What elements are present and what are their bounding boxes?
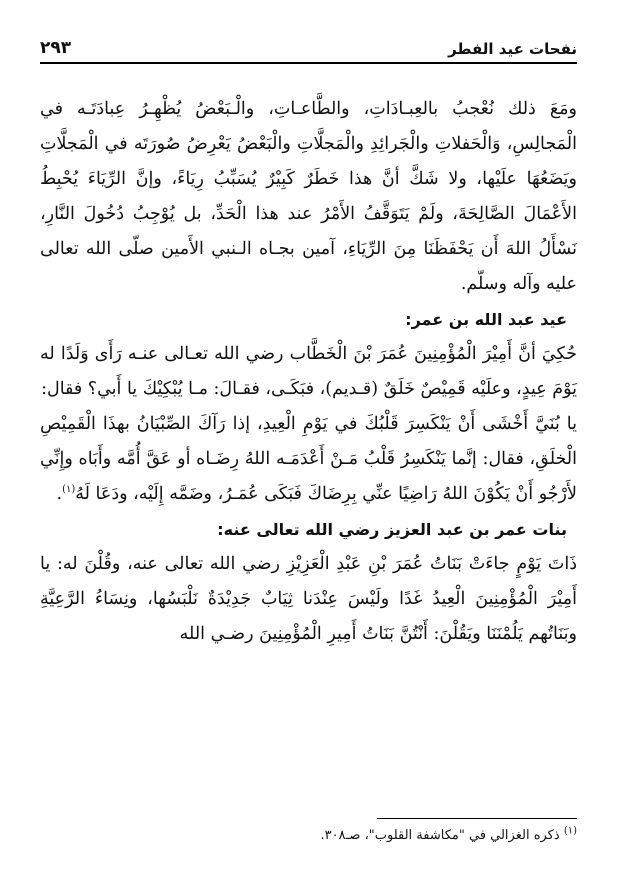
footnote-text: ذكره الغزالي في "مكاشفة القلوب"، صـ٣٠٨. xyxy=(320,828,560,843)
paragraph-3-end: . xyxy=(56,484,63,504)
page-header xyxy=(40,34,577,64)
section-heading-abdullah: عيد عبد الله بن عمر: xyxy=(405,310,567,329)
paragraph-2: حُكِيَ أنَّ أَمِيْرَ الْمُؤْمِنِينَ عُمَرَ بْنَ الْخَطَّاب رضي الله تعـالى عنـه رَأَى وَلَدًا له يَوْمَ عِيدٍ، وعلَيْه قَمِيْصٌ خَلَقٌ (قـديم)، فبَكَـى، فقـالَ: مـا يُبْكِيْكَ يا أَبي؟ فقال: xyxy=(40,344,577,399)
body-text xyxy=(40,92,577,652)
paragraph-4: ذَاتَ يَوْمٍ جاءَتْ بَنَاتُ عُمَرَ بْنِ عَبْدِ الْعَزِيْزِ رضي الله تعالى عنه، وقُلْنَ له: يا أَمِيْرَ الْمُؤْمِنِينَ الْعِيدُ غَدًا ولَيْسَ عِنْدَنا ثِيَابٌ جَدِيْدَةٌ نَلْبَسُها، ونِسَاءُ الرَّعِيَّةِ وبَنَاتُهم يَلُمْنَنَا ويَقُلْنَ: أَنْتُنَّ بَنَاتُ أَمِيرِ الْمُؤْمِنِينَ رضـي الله xyxy=(40,554,577,644)
running-title: نفحات عيد الفطر xyxy=(448,40,577,58)
paragraph-3 xyxy=(40,407,577,512)
page-number: ٢٩٣ xyxy=(40,38,72,58)
footnote xyxy=(40,826,577,846)
paragraph-3-text: يا بُنَيَّ أَخْشَى أَنْ يَنْكَسِرَ قَلْبُكَ في يَوْمِ الْعِيدِ، إذا رَآكَ الصِّبْيَانُ بهذَا الْقَمِيْصِ الْخلَقِ، فقال: إنَّما يَنْكَسِرُ قَلْبُ مَـنْ أَعْدَمَـه اللهُ رِضَـاه أو عَقَّ أُمَّه وأَبَاه وإِنِّي لأَرْجُو أَنْ يَكُوْنَ اللهُ رَاضِيًا عنِّي بِرِضَاكَ فَبَكَى عُمَـرُ، وضَمَّه إِلَيْه، ودَعَا لَهُ xyxy=(40,414,577,504)
footnote-reference: (١) xyxy=(62,484,76,496)
footnote-marker: (١) xyxy=(563,825,577,837)
section-heading-daughters: بنات عمر بن عبد العزيز رضي الله تعالى عنه: xyxy=(217,520,567,539)
paragraph-1: ومَعَ ذلك نُعْجبُ بالعِبـادَاتِ، والطَّاعـاتِ، والْـبَعْضُ يُظْهِـرُ عِبادَتَـه في الْمَجالِسِ، وَالْحَفلاتِ والْجَرائِدِ والْمَجلَّاتِ والْبَعْضُ يَعْرِضُ صُورَتَه في الْمَجلَّاتِ ويَضَعُهَا علَيْها، ولا شَكَّ أنَّ هذا خَطَرٌ كَبِيْرٌ يُسَبِّبُ رِيَاءً، وإنَّ الرِّيَاءَ يُحْبِطُ الأَعْمَالَ الصَّالِحَةَ، ولَمْ يَتَوَقَّفُ الأَمْرُ عند هذا الْحَدِّ، بل يُوْجِبُ دُخُولَ النَّارِ، نَسْأَلُ اللهَ أَن يَحْفَظَنَا مِنَ الرِّيَاءِ، آمين بجـاه الـنبي الأَمين صلّى الله تعالى عليه وآله وسلّم. xyxy=(40,99,577,294)
footnote-divider xyxy=(377,818,577,819)
